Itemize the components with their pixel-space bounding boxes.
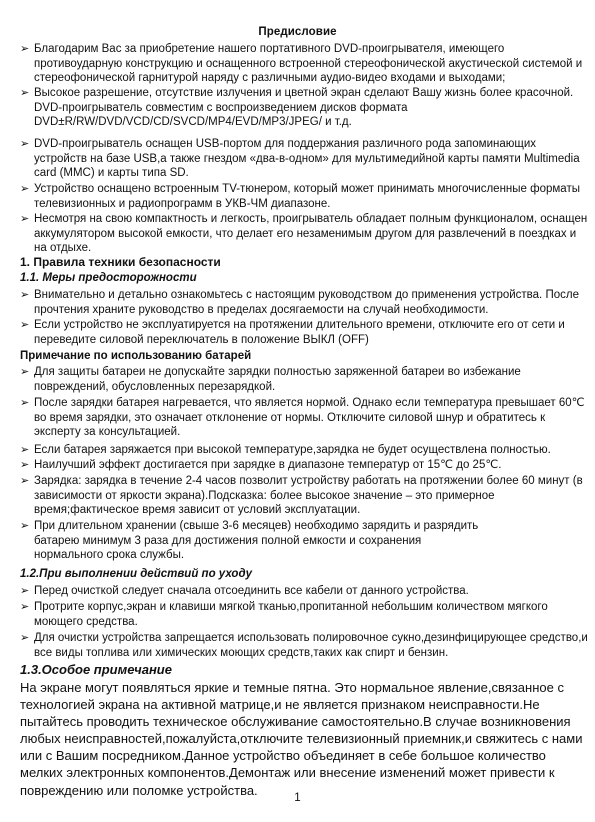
intro-item [20,42,590,86]
arrow-bullet-icon: ➢ [20,632,30,644]
precaution-item-text: Если устройство не эксплуатируется на протяжении длительного времени, отключите его от сети и переведите силовой переключатель в положение ВЫКЛ (OFF) [34,319,565,346]
intro-item-text: Высокое разрешение, отсутствие излучения и цветной экран сделают Вашу жизнь более красочной. DVD-проигрыватель совместим с воспроизведением дисков формата DVD±R/RW/DVD/VCD/CD/SVCD/MP4/EVD/MP3/JPEG/ и т.д. [34,87,574,129]
battery-item [20,365,590,394]
intro-item-text: Благодарим Вас за приобретение нашего портативного DVD-проигрывателя, имеющего противоударную конструкцию и оснащенного встроенной стереофонической акустической системой и стереофонической гарнитурой наряду с различными аудио-видео входами и выходами; [34,43,583,85]
subsection-heading-special-note: 1.3.Особое примечание [20,662,172,677]
battery-item [20,443,590,458]
intro-item-text: Несмотря на свою компактность и легкость, проигрыватель обладает полным функционалом, оснащен аккумулятором высокой емкости, что делает его незаменимым другом для развлечений в поездках и на отдыхе. [34,213,588,255]
arrow-bullet-icon: ➢ [20,87,30,99]
arrow-bullet-icon: ➢ [20,475,30,487]
precaution-item-text: Внимательно и детально ознакомьтесь с настоящим руководством до применения устройства. После прочтения храните руководство в пределах досягаемости на случай необходимости. [34,289,579,316]
care-item-text: Для очистки устройства запрещается использовать полировочное сукно,дезинфицирующее средство,и все виды топлива или химических моющих средств,таких как спирт и бензин. [34,632,588,659]
page-number: 1 [294,792,301,804]
arrow-bullet-icon: ➢ [20,397,30,409]
battery-item-text: Зарядка: зарядка в течение 2-4 часов позволит устройству работать на протяжении более 60 минут (в зависимости от яркости экрана).Подсказка: более высокое значение – это примерное время;фактическое время зависит от условий эксплуатации. [34,475,583,517]
intro-item [20,137,590,181]
arrow-bullet-icon: ➢ [20,289,30,301]
battery-item-text: После зарядки батарея нагревается, что является нормой. Однако если температура превышает 60℃ во время зарядки, это означает отклонение от нормы. Отключите силовой шнур и обратитесь к эксперту за консультацией. [34,397,585,439]
arrow-bullet-icon: ➢ [20,183,30,195]
battery-item [20,474,590,518]
intro-item [20,212,590,256]
battery-item-text: Если батарея заряжается при высокой температуре,зарядка не будет осуществлена полностью. [34,444,551,456]
care-item [20,584,590,599]
arrow-bullet-icon: ➢ [20,459,30,471]
precaution-item [20,288,590,317]
battery-item-text: Для защиты батареи не допускайте зарядки полностью заряженной батареи во избежание повреждений, обусловленных перезарядкой. [34,366,521,393]
battery-item [20,396,590,440]
arrow-bullet-icon: ➢ [20,444,30,456]
arrow-bullet-icon: ➢ [20,601,30,613]
arrow-bullet-icon: ➢ [20,213,30,225]
section-heading-safety: 1. Правила техники безопасности [20,255,221,269]
battery-item [20,458,590,473]
intro-item [20,86,590,130]
arrow-bullet-icon: ➢ [20,138,30,150]
page-title: Предисловие [258,26,337,38]
care-item-text: Протрите корпус,экран и клавиши мягкой тканью,пропитанной небольшим количеством мягкого моющего средства. [34,601,548,628]
intro-item-text: Устройство оснащено встроенным TV-тюнером, который может принимать многочисленные форматы телевизионных и радиопрограмм в УКВ-ЧМ диапазоне. [34,183,580,210]
subsection-heading-precautions: 1.1. Меры предосторожности [20,272,197,284]
battery-item [20,519,490,563]
arrow-bullet-icon: ➢ [20,520,30,532]
arrow-bullet-icon: ➢ [20,366,30,378]
care-item-text: Перед очисткой следует сначала отсоединить все кабели от данного устройства. [34,585,469,597]
intro-item [20,182,590,211]
subsection-heading-care: 1.2.При выполнении действий по уходу [20,568,252,580]
care-item [20,631,590,660]
arrow-bullet-icon: ➢ [20,319,30,331]
precaution-item [20,318,590,347]
battery-item-text: При длительном хранении (свыше 3-6 месяцев) необходимо зарядить и разрядить батарею минимум 3 раза для достижения полной емкости и сохранения нормального срока службы. [34,520,479,562]
arrow-bullet-icon: ➢ [20,585,30,597]
battery-note-heading: Примечание по использованию батарей [20,350,252,362]
intro-item-text: DVD-проигрыватель оснащен USB-портом для поддержания различного рода запоминающих устройств на базе USB,а также гнездом «два-в-одном» для мультимедийной карты памяти Multimedia card (MMC) и карты типа SD. [34,138,580,180]
arrow-bullet-icon: ➢ [20,43,30,55]
care-item [20,600,590,629]
special-note-paragraph: На экране могут появляться яркие и темные пятна. Это нормальное явление,связанное с технологией экрана на активной матрице,и не является признаком неисправности.Не пытайтесь проводить техническое обслуживание самостоятельно.В случае возникновения любых неисправностей,пожалуйста,отключите телевизионный приемник,и свяжитесь с нами или с Вашим посредником.Данное устройство объединяет в себе большое количество мелких электронных компонентов.Демонтаж или внесение изменений может привести к повреждению или поломке устройства. [20,680,583,798]
battery-item-text: Наилучший эффект достигается при зарядке в диапазоне температур от 15℃ до 25℃. [34,459,502,471]
